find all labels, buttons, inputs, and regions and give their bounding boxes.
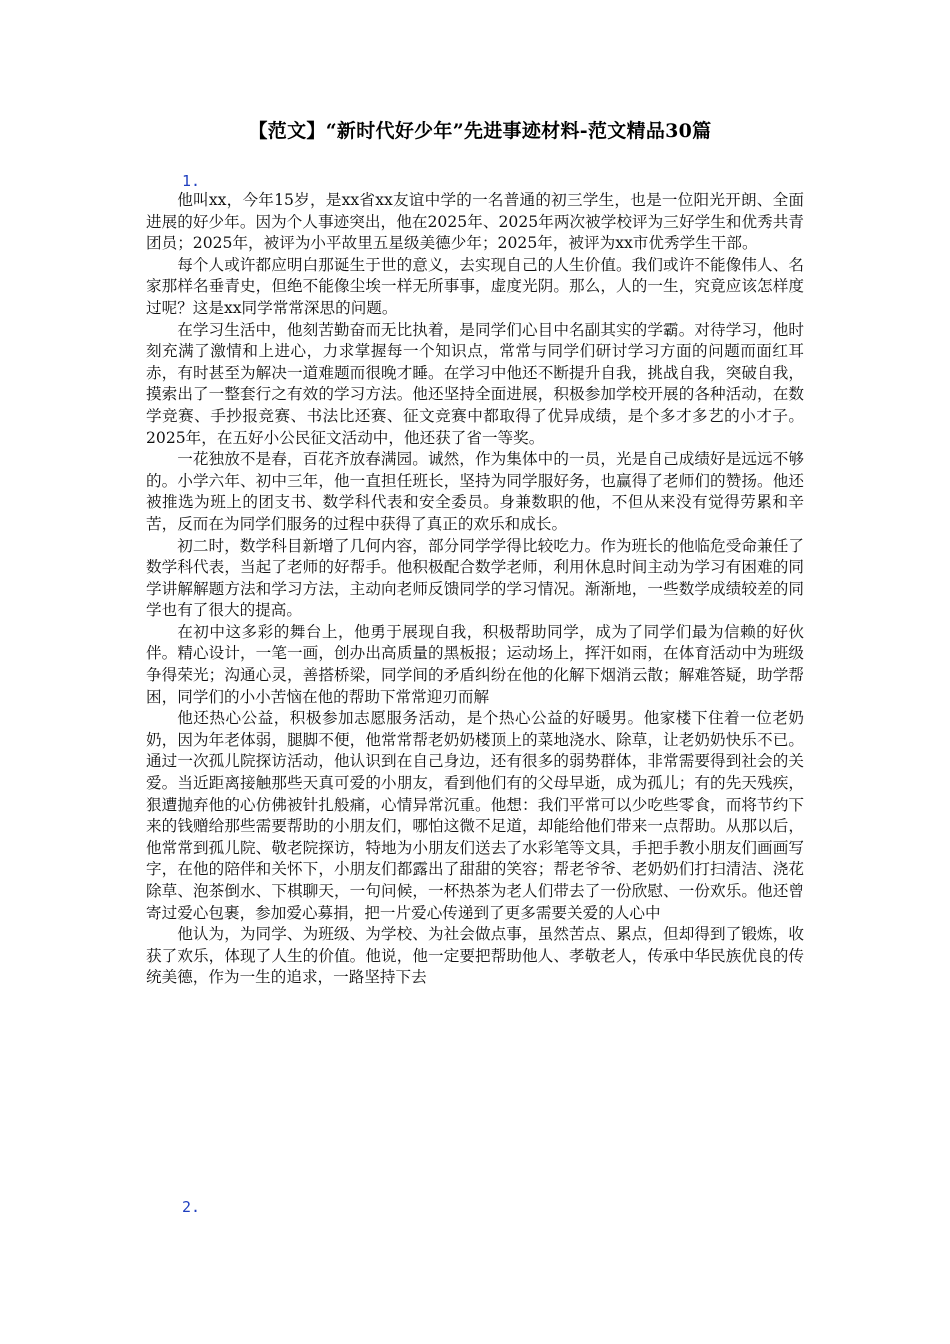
section-body — [146, 190, 804, 989]
paragraph: 每个人或许都应明白那诞生于世的意义，去实现自己的人生价值。我们或许不能像伟人、名家那样名垂青史，但绝不能像尘埃一样无所事事，虚度光阴。那么，人的一生，究竟应该怎样度过呢？这是xx同学常常深思的问题。 — [146, 255, 804, 317]
section-number: 1. — [182, 172, 201, 190]
paragraph: 他还热心公益，积极参加志愿服务活动，是个热心公益的好暖男。他家楼下住着一位老奶奶，因为年老体弱，腿脚不便，他常常帮老奶奶楼顶上的菜地浇水、除草，让老奶奶快乐不已。通过一次孤儿院探访活动，他认识到在自己身边，还有很多的弱势群体，非常需要得到社会的关爱。当近距离接触那些天真可爱的小朋友，看到他们有的父母早逝，成为孤儿；有的先天残疾，狠遭抛弃他的心仿佛被针扎般痛，心情异常沉重。他想：我们平常可以少吃些零食，而将节约下来的钱赠给那些需要帮助的小朋友们，哪怕这微不足道，却能给他们带来一点帮助。从那以后，他常常到孤儿院、敬老院探访，特地为小朋友们送去了水彩笔等文具，手把手教小朋友们画画写字，在他的陪伴和关怀下，小朋友们都露出了甜甜的笑容；帮老爷爷、老奶奶们打扫清洁、浇花除草、泡茶倒水、下棋聊天，一句问候，一杯热茶为老人们带去了一份欣慰、一份欢乐。他还曾寄过爱心包裹，参加爱心募捐，把一片爱心传递到了更多需要关爱的人心中 — [146, 709, 804, 922]
document-title: 【范文】“新时代好少年”先进事迹材料-范文精品30篇 — [248, 120, 712, 142]
paragraph: 在初中这多彩的舞台上，他勇于展现自我，积极帮助同学，成为了同学们最为信赖的好伙伴。精心设计，一笔一画，创办出高质量的黑板报；运动场上，挥汗如雨，在体育活动中为班级争得荣光；沟通心灵，善搭桥梁，同学间的矛盾纠纷在他的化解下烟消云散；解难答疑，助学帮困，同学们的小小苦恼在他的帮助下常常迎刃而解 — [146, 622, 804, 706]
paragraph: 一花独放不是春，百花齐放春满园。诚然，作为集体中的一员，光是自己成绩好是远远不够的。小学六年、初中三年，他一直担任班长，坚持为同学服好务，也赢得了老师们的赞扬。他还被推选为班上的团支书、数学科代表和安全委员。身兼数职的他，不但从来没有觉得劳累和辛苦，反而在为同学们服务的过程中获得了真正的欢乐和成长。 — [146, 450, 804, 533]
paragraph: 在学习生活中，他刻苦勤奋而无比执着，是同学们心目中名副其实的学霸。对待学习，他时刻充满了激情和上进心，力求掌握每一个知识点，常常与同学们研讨学习方面的问题而面红耳赤，有时甚至为解决一道难题而很晚才睡。在学习中他还不断提升自我，挑战自我，突破自我，摸索出了一整套行之有效的学习方法。他还坚持全面进展，积极参加学校开展的各种活动，在数学竞赛、手抄报竞赛、书法比还赛、征文竞赛中都取得了优异成绩，是个多才多艺的小才子。2025年，在五好小公民征文活动中，他还获了省一等奖。 — [146, 320, 804, 447]
paragraph: 他认为，为同学、为班级、为学校、为社会做点事，虽然苦点、累点，但却得到了锻炼，收获了欢乐，体现了人生的价值。他说，他一定要把帮助他人、孝敬老人，传承中华民族优良的传统美德，作为一生的追求，一路坚持下去 — [146, 925, 804, 987]
paragraph: 他叫xx，今年15岁，是xx省xx友谊中学的一名普通的初三学生，也是一位阳光开朗、全面进展的好少年。因为个人事迹突出，他在2025年、2025年两次被学校评为三好学生和优秀共青团员；2025年，被评为小平故里五星级美德少年；2025年，被评为xx市优秀学生干部。 — [146, 191, 804, 253]
section-number: 2. — [182, 1198, 201, 1216]
paragraph: 初二时，数学科目新增了几何内容，部分同学学得比较吃力。作为班长的他临危受命兼任了数学科代表，当起了老师的好帮手。他积极配合数学老师，利用休息时间主动为学习有困难的同学讲解解题方法和学习方法，主动向老师反馈同学的学习情况。渐渐地，一些数学成绩较差的同学也有了很大的提高。 — [146, 536, 804, 620]
